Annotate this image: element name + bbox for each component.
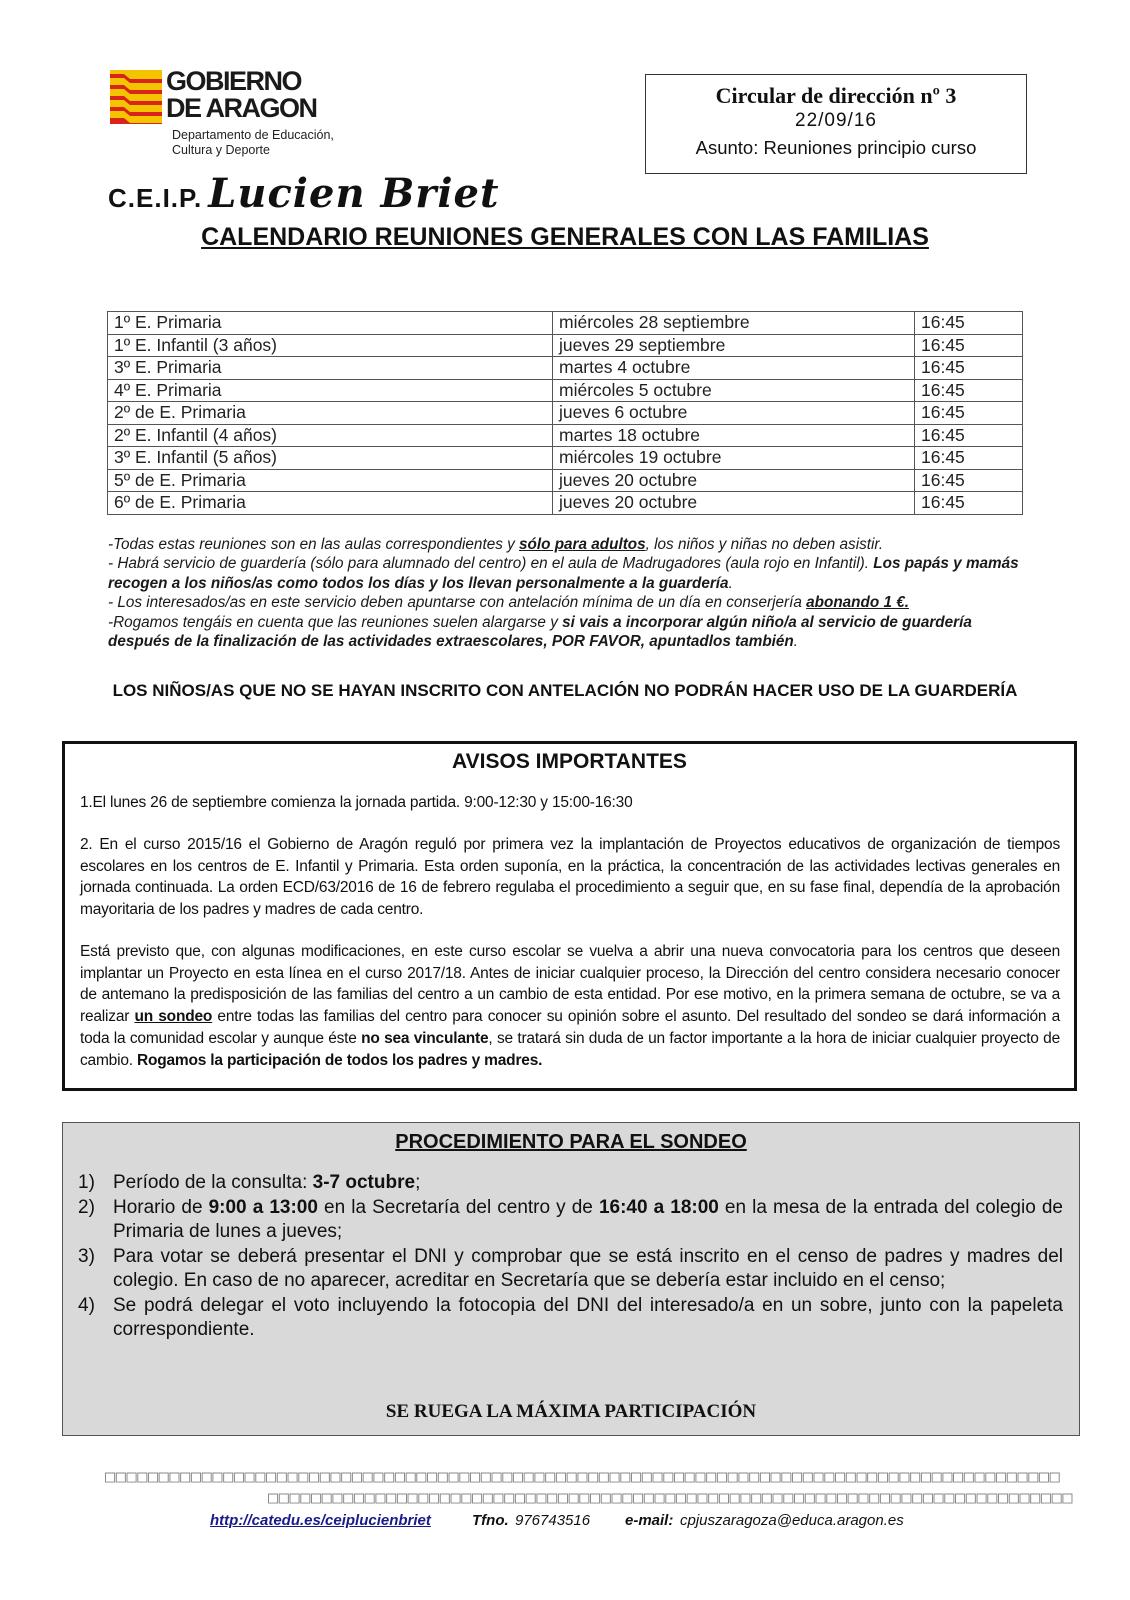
avisos-box — [62, 741, 1077, 1091]
course-cell: 1º E. Primaria — [108, 312, 553, 335]
course-cell: 3º E. Primaria — [108, 357, 553, 380]
aviso-2: 2. En el curso 2015/16 el Gobierno de Aragón reguló por primera vez la implantación de Proyectos educativos de organización de tiempos escolares en los centros de E. Infantil y Primaria. Esta orden suponía, en la práctica, la concentración de las actividades lectivas generales en jornada continuada. La orden ECD/63/2016 de 16 de febrero regulaba el procedimiento a seguir que, en su fase final, dependía de la aprobación mayoritaria de los padres y madres de cada centro. — [80, 836, 1060, 919]
date-cell: jueves 29 septiembre — [553, 334, 915, 357]
school-prefix: C.E.I.P. — [108, 183, 203, 213]
avisos-title: AVISOS IMPORTANTES — [452, 750, 687, 773]
date-cell: jueves 20 octubre — [553, 469, 915, 492]
aviso-3-sondeo: un sondeo — [134, 1008, 213, 1026]
note-1-highlight: sólo para adultos — [519, 536, 646, 553]
guarderia-warning: LOS NIÑOS/AS QUE NO SE HAYAN INSCRITO CON ANTELACIÓN NO PODRÁN HACER USO DE LA GUARDERÍA — [112, 681, 1018, 700]
aragon-flag-icon — [110, 70, 162, 124]
note-4 — [108, 613, 1028, 652]
logo-wordmark — [166, 68, 317, 122]
list-item — [78, 1171, 1063, 1196]
date-cell: jueves 20 octubre — [553, 492, 915, 515]
note-1-text: -Todas estas reuniones son en las aulas correspondientes y — [108, 536, 519, 553]
website-link[interactable]: http://catedu.es/ceiplucienbriet — [210, 1512, 431, 1529]
date-cell: miércoles 5 octubre — [553, 379, 915, 402]
department-line-2: Cultura y Deporte — [172, 143, 270, 157]
time-cell: 16:45 — [915, 492, 1023, 515]
aviso-3-text-c: , se tratará sin duda de un factor importante a la hora de iniciar cualquier proyecto de cambio. — [80, 1029, 1060, 1069]
date-cell: jueves 6 octubre — [553, 402, 915, 425]
logo-line-2: DE ARAGON — [166, 93, 317, 123]
meeting-schedule-table — [107, 311, 1023, 515]
time-cell: 16:45 — [915, 424, 1023, 447]
email-label: e-mail: — [625, 1512, 674, 1529]
course-cell: 6º de E. Primaria — [108, 492, 553, 515]
aviso-3 — [80, 941, 1060, 1071]
list-number: 4) — [78, 1294, 95, 1316]
note-4-highlight: si vais a incorporar algún niño/a al servicio de guardería después de la finalización de las actividades extraescolares, POR FAVOR, apuntadlos también — [108, 613, 972, 651]
list-number: 1) — [78, 1172, 95, 1193]
aviso-3-rogamos: Rogamos la participación de todos los padres y madres. — [136, 1051, 543, 1069]
note-2-end: . — [728, 574, 733, 592]
logo-line-1: GOBIERNO — [166, 66, 302, 96]
school-title: Lucien Briet — [208, 170, 500, 217]
note-1-end: , los niños y niñas no deben asistir. — [645, 536, 884, 553]
item-2-morning-hours: 9:00 a 13:00 — [208, 1196, 318, 1218]
table-row — [108, 379, 1023, 402]
list-item — [78, 1245, 1063, 1294]
table-row — [108, 424, 1023, 447]
time-cell: 16:45 — [915, 447, 1023, 470]
department-name — [172, 128, 334, 158]
time-cell: 16:45 — [915, 357, 1023, 380]
item-2-text-a: Horario de — [113, 1196, 209, 1218]
item-1-text: Período de la consulta: — [113, 1172, 313, 1193]
note-3-highlight: abonando 1 €. — [806, 594, 909, 612]
course-cell: 3º E. Infantil (5 años) — [108, 447, 553, 470]
aviso-3-no-vinculante: no sea vinculante — [361, 1029, 489, 1047]
school-name — [108, 170, 499, 216]
item-4-text: Se podrá delegar el voto incluyendo la fotocopia del DNI del interesado/a en un sobre, junto con la papeleta correspondiente. — [113, 1294, 1063, 1340]
gobierno-aragon-logo — [110, 68, 350, 160]
circular-box — [645, 74, 1027, 174]
item-1-dates: 3-7 octubre — [312, 1172, 416, 1193]
table-row — [108, 492, 1023, 515]
note-3-text: - Los interesados/as en este servicio deben apuntarse con antelación mínima de un día en conserjería — [108, 594, 807, 612]
course-cell: 2º E. Infantil (4 años) — [108, 424, 553, 447]
date-cell: miércoles 19 octubre — [553, 447, 915, 470]
time-cell: 16:45 — [915, 402, 1023, 425]
time-cell: 16:45 — [915, 379, 1023, 402]
time-cell: 16:45 — [915, 334, 1023, 357]
table-row — [108, 357, 1023, 380]
list-number: 3) — [78, 1245, 95, 1267]
list-number: 2) — [78, 1196, 95, 1218]
note-3 — [108, 593, 1028, 612]
note-2-text: - Habrá servicio de guardería (sólo para alumnado del centro) en el aula de Madrugadores (aula rojo en Infantil). — [108, 555, 874, 573]
course-cell: 2º de E. Primaria — [108, 402, 553, 425]
table-row — [108, 312, 1023, 335]
note-2-highlight: Los papás y mamás recogen a los niños/as como todos los días y los llevan personalmente a la guardería — [108, 555, 1019, 592]
procedimiento-list — [78, 1171, 1063, 1343]
list-item — [78, 1196, 1063, 1245]
table-row — [108, 334, 1023, 357]
aviso-1: 1.El lunes 26 de septiembre comienza la jornada partida. 9:00-12:30 y 15:00-16:30 — [80, 794, 633, 811]
date-cell: martes 4 octubre — [553, 357, 915, 380]
page-title: CALENDARIO REUNIONES GENERALES CON LAS FAMILIAS — [201, 223, 929, 251]
department-line-1: Departamento de Educación, — [172, 128, 334, 142]
time-cell: 16:45 — [915, 312, 1023, 335]
note-1 — [108, 535, 1028, 554]
item-1-end: ; — [415, 1172, 421, 1193]
aviso-3-text-b: entre todas las familias del centro para conocer su opinión sobre el asunto. Del resultado del sondeo se dará información a toda la comunidad escolar y aunque éste — [80, 1008, 1060, 1047]
date-cell: miércoles 28 septiembre — [553, 312, 915, 335]
time-cell: 16:45 — [915, 469, 1023, 492]
note-2 — [108, 554, 1028, 593]
footer-placeholder-glyphs-2: □□□□□□□□□□□□□□□□□□□□□□□□□□□□□□□□□□□□□□□□□□□□□□□□□□□□□□□□□□□□□□□□□□□□□□□□□□□ — [268, 1488, 1074, 1508]
note-4-text: -Rogamos tengáis en cuenta que las reuniones suelen alargarse y — [108, 613, 563, 631]
phone-number: 976743516 — [515, 1512, 591, 1529]
item-2-text-b: en la Secretaría del centro y de — [317, 1196, 599, 1218]
table-row — [108, 469, 1023, 492]
item-2-afternoon-hours: 16:40 a 18:00 — [598, 1196, 719, 1218]
participation-call: SE RUEGA LA MÁXIMA PARTICIPACIÓN — [385, 1401, 757, 1422]
circular-subject: Asunto: Reuniones principio curso — [695, 137, 977, 158]
course-cell: 1º E. Infantil (3 años) — [108, 334, 553, 357]
procedimiento-box — [62, 1122, 1080, 1436]
footer-placeholder-glyphs-1: □□□□□□□□□□□□□□□□□□□□□□□□□□□□□□□□□□□□□□□□□□□□□□□□□□□□□□□□□□□□□□□□□□□□□□□□□□□□□□□□□□□□□□□□□ — [105, 1467, 1061, 1487]
phone-label: Tfno. — [472, 1512, 509, 1529]
table-row — [108, 447, 1023, 470]
item-3-text: Para votar se deberá presentar el DNI y comprobar que se está inscrito en el censo de padres y madres del colegio. En caso de no aparecer, acreditar en Secretaría que se debería estar incluido en el censo; — [113, 1245, 1063, 1291]
item-2-text-c: en la mesa de la entrada del colegio de Primaria de lunes a jueves; — [113, 1196, 1063, 1242]
procedimiento-title: PROCEDIMIENTO PARA EL SONDEO — [395, 1131, 747, 1153]
circular-title: Circular de dirección nº 3 — [715, 83, 957, 108]
date-cell: martes 18 octubre — [553, 424, 915, 447]
aviso-3-text-a: Está previsto que, con algunas modificaciones, en este curso escolar se vuelva a abrir una nueva convocatoria para los centros que deseen implantar un Proyecto en esta línea en el curso 2017/18. Antes de iniciar cualquier proceso, la Dirección del centro considera necesario conocer de antemano la predisposición de las familias del centro a un cambio de esta entidad. Por ese motivo, en la primera semana de octubre, se va a realizar — [80, 943, 1060, 1026]
course-cell: 4º E. Primaria — [108, 379, 553, 402]
email-address[interactable]: cpjuszaragoza@educa.aragon.es — [680, 1512, 904, 1529]
course-cell: 5º de E. Primaria — [108, 469, 553, 492]
meeting-notes — [108, 535, 1028, 651]
table-row — [108, 402, 1023, 425]
circular-date: 22/09/16 — [795, 110, 877, 131]
note-4-end: . — [793, 633, 799, 651]
list-item — [78, 1294, 1063, 1343]
